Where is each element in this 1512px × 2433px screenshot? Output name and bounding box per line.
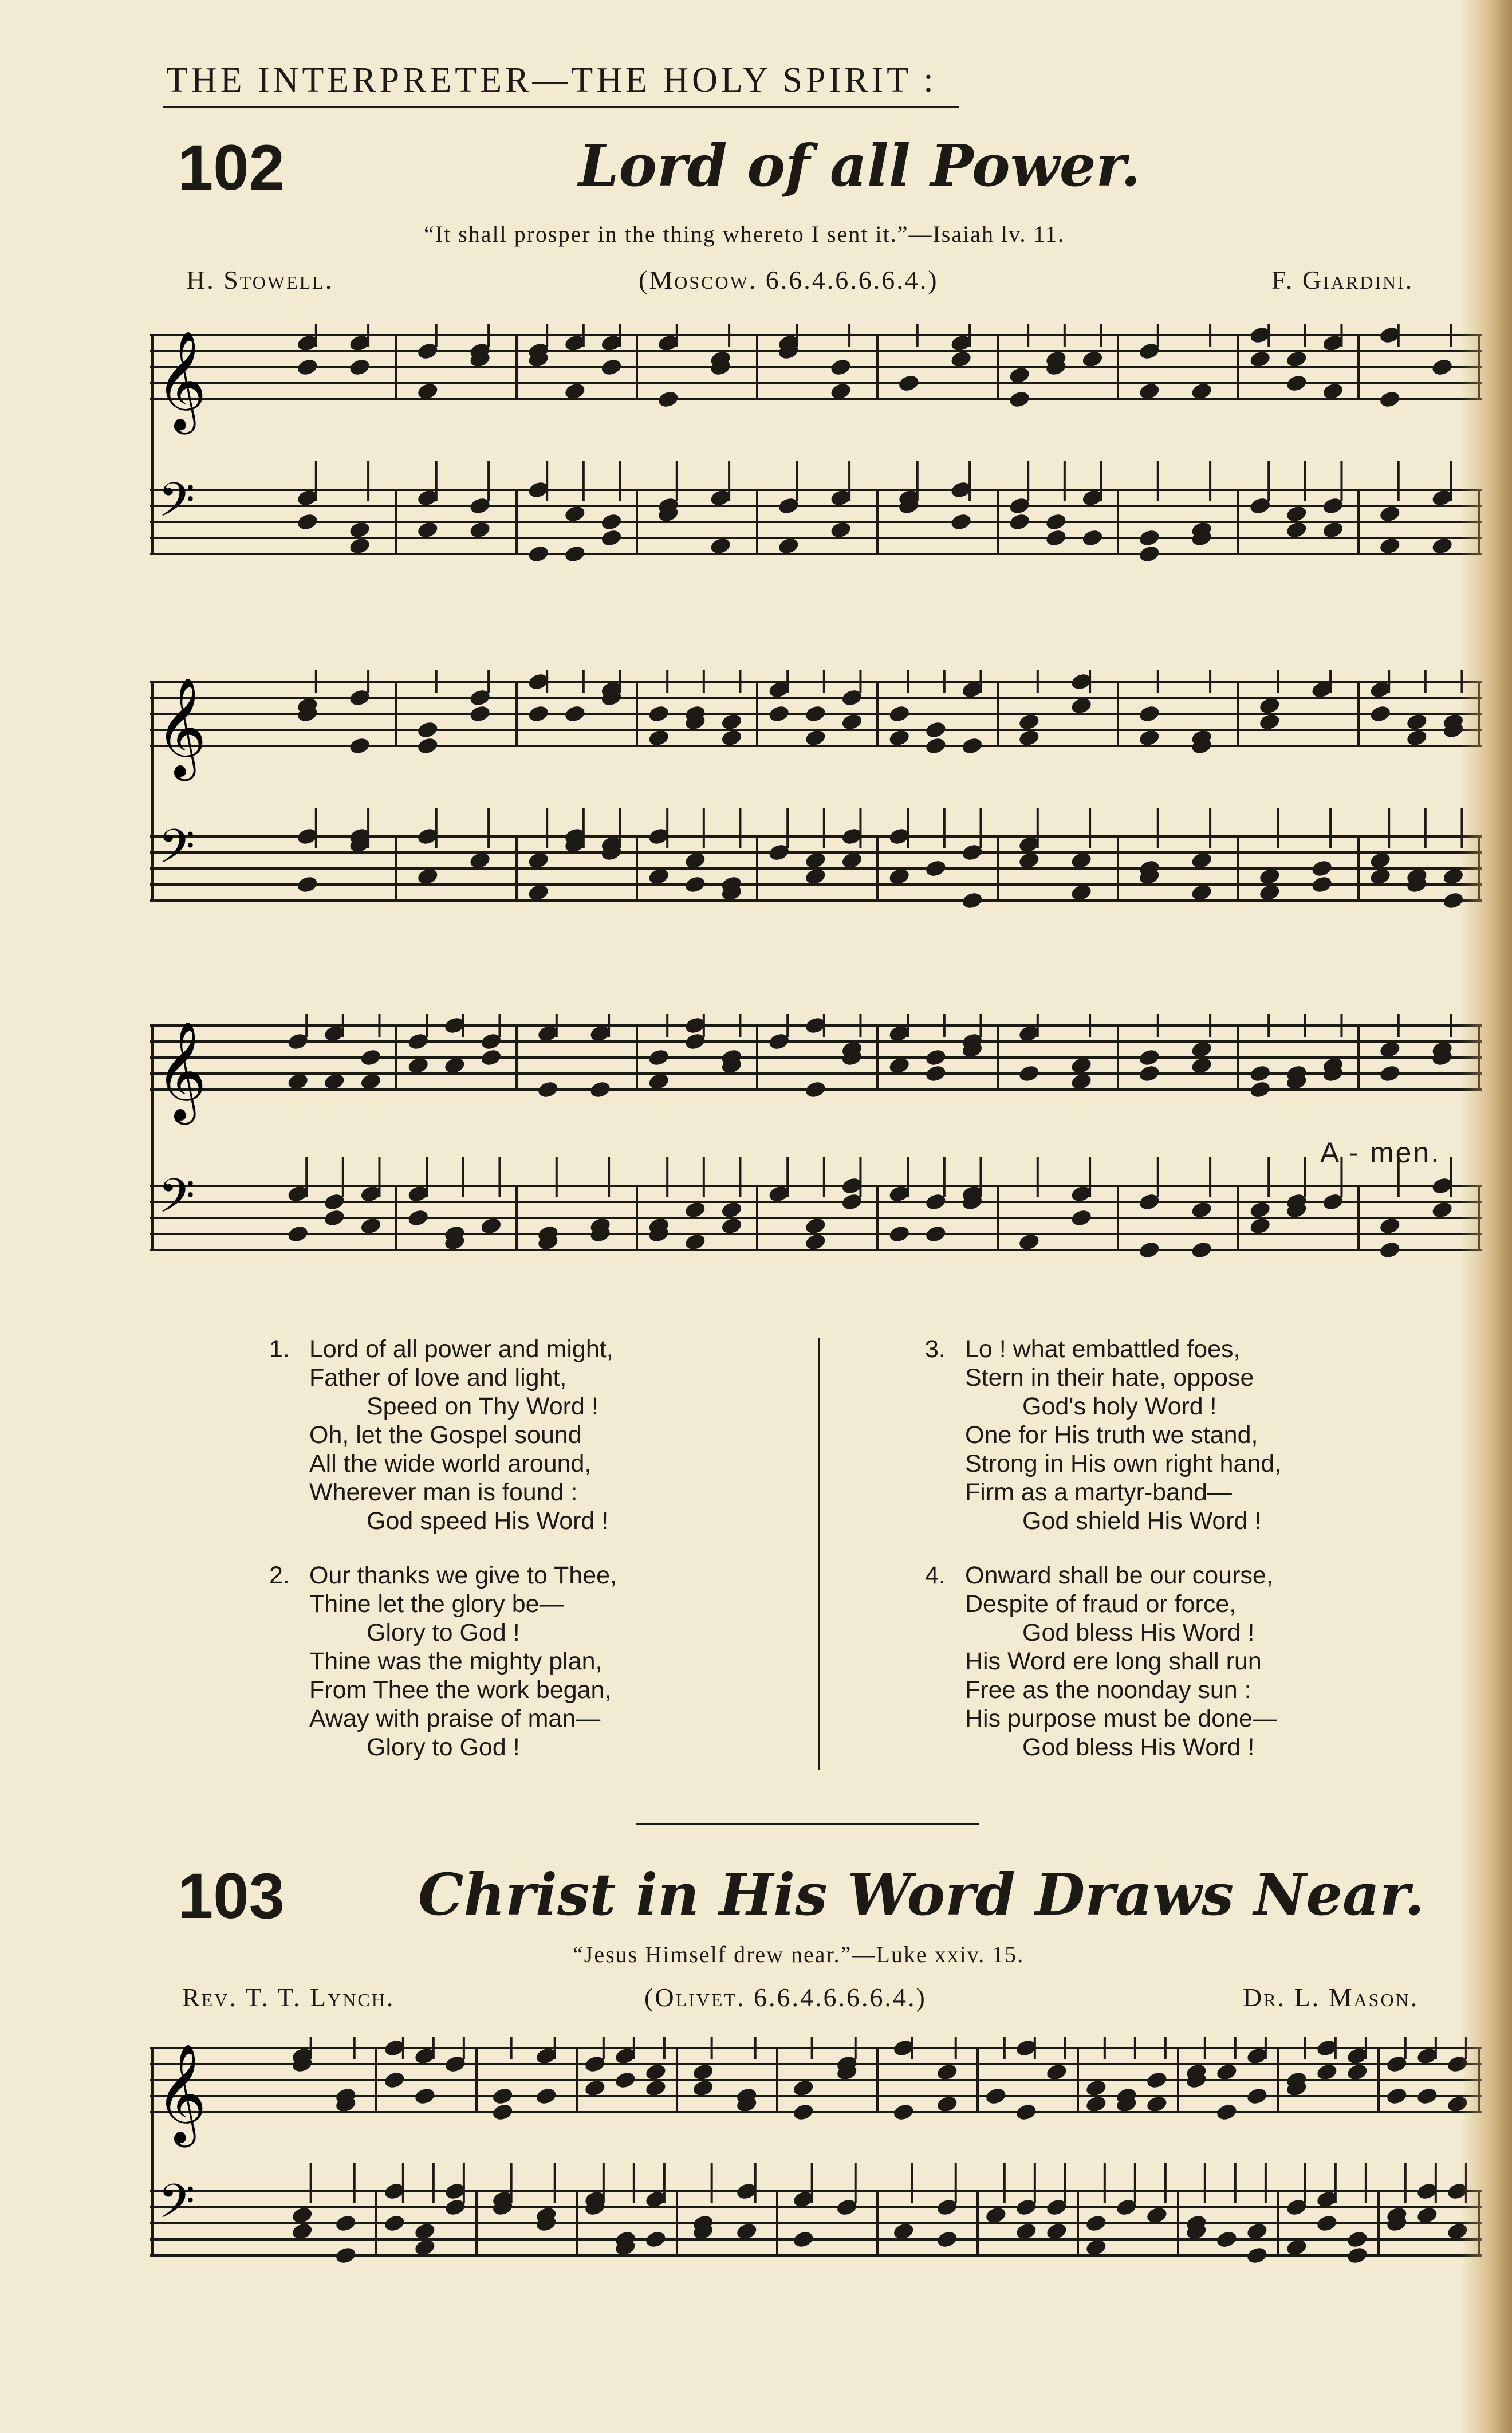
note-head xyxy=(960,891,983,910)
hymn-tune-102: (Moscow. 6.6.4.6.6.6.4.) xyxy=(639,265,939,294)
note-head xyxy=(479,1216,502,1236)
verse-line: Oh, let the Gospel sound xyxy=(309,1421,582,1449)
note-head xyxy=(792,2102,815,2122)
verse-2 xyxy=(269,1561,617,1762)
note-head xyxy=(1018,851,1041,870)
note-head xyxy=(614,2070,637,2090)
note-head xyxy=(414,2222,436,2241)
note-head xyxy=(684,1200,707,1220)
note-head xyxy=(1285,504,1308,524)
hymn-title-103: Christ in His Word Draws Near. xyxy=(418,1861,1425,1928)
treble-clef: 𝄞 xyxy=(156,1021,207,1121)
note-head xyxy=(804,728,827,748)
note-head xyxy=(359,1216,382,1236)
note-head xyxy=(1246,2086,1269,2106)
note-head xyxy=(1070,1056,1093,1075)
note-head xyxy=(1008,390,1031,409)
note-head xyxy=(1145,2070,1168,2090)
note-head xyxy=(1249,1080,1271,1099)
note-head xyxy=(589,1080,612,1099)
note-head xyxy=(1431,1200,1454,1220)
note-head xyxy=(416,867,439,886)
note-head xyxy=(1018,712,1041,732)
note-head xyxy=(291,2206,314,2225)
note-head xyxy=(416,736,439,756)
note-head xyxy=(924,859,947,878)
verse-line: Firm as a martyr-band— xyxy=(965,1479,1232,1506)
note-head xyxy=(647,867,670,886)
bass-clef: 𝄢 xyxy=(158,819,195,886)
hymn-composer-102: F. Giardini. xyxy=(1271,265,1414,294)
note-head xyxy=(323,1072,346,1091)
note-head xyxy=(1070,1072,1093,1091)
note-head xyxy=(720,728,743,748)
note-head xyxy=(936,2230,959,2249)
verse-number: 4. xyxy=(925,1562,946,1589)
note-head xyxy=(1215,2102,1238,2122)
note-head xyxy=(1310,875,1333,894)
verse-line: God bless His Word ! xyxy=(1022,1619,1255,1646)
note-head xyxy=(1190,1040,1213,1059)
note-head xyxy=(1431,357,1454,377)
hymn-composer-103: Dr. L. Mason. xyxy=(1243,1983,1419,2012)
verse-number: 2. xyxy=(269,1562,290,1589)
bass-clef: 𝄢 xyxy=(158,1168,195,1235)
note-head xyxy=(1015,2102,1038,2122)
note-head xyxy=(1190,883,1213,902)
note-head xyxy=(888,1056,911,1075)
note-head xyxy=(564,704,586,724)
note-head xyxy=(1258,867,1281,886)
note-head xyxy=(407,1208,430,1228)
note-head xyxy=(1008,512,1031,532)
note-head xyxy=(323,1208,346,1228)
note-head xyxy=(897,374,920,393)
note-head xyxy=(443,1056,466,1075)
note-head xyxy=(657,390,680,409)
music-system-102-2 xyxy=(150,665,1485,951)
verse-line: Wherever man is found : xyxy=(309,1479,578,1506)
note-head xyxy=(684,875,707,894)
note-head xyxy=(829,357,852,377)
note-head xyxy=(348,520,371,540)
verse-line: God's holy Word ! xyxy=(1022,1393,1217,1420)
note-head xyxy=(348,736,371,756)
note-head xyxy=(720,1216,743,1236)
music-system-103-1 xyxy=(150,2031,1485,2300)
note-head xyxy=(1285,374,1308,393)
verse-line: Free as the noonday sun : xyxy=(965,1676,1251,1704)
note-head xyxy=(491,2102,514,2122)
note-head xyxy=(1369,867,1392,886)
note-head xyxy=(1316,2062,1338,2082)
note-head xyxy=(1085,2094,1108,2114)
hymn-author-102: H. Stowell. xyxy=(186,265,334,294)
note-head xyxy=(1258,712,1281,732)
note-head xyxy=(840,851,863,870)
note-head xyxy=(564,544,586,564)
bass-clef: 𝄢 xyxy=(158,472,195,539)
note-head xyxy=(960,736,983,756)
note-head xyxy=(1285,520,1308,540)
note-head xyxy=(334,2214,357,2233)
note-head xyxy=(564,382,586,401)
note-head xyxy=(527,704,550,724)
note-head xyxy=(1416,2206,1439,2225)
verse-column-divider xyxy=(818,1338,820,1770)
note-head xyxy=(767,704,790,724)
note-head xyxy=(647,1072,670,1091)
note-head xyxy=(1190,1240,1213,1260)
note-head xyxy=(829,520,852,540)
note-head xyxy=(1070,696,1093,716)
note-head xyxy=(1145,2094,1168,2114)
verse-line: All the wide world around, xyxy=(309,1450,592,1477)
note-head xyxy=(1285,2238,1308,2257)
verse-line: Thine let the glory be— xyxy=(309,1590,564,1618)
hymn-epigraph-102: “It shall prosper in the thing whereto I sent it.”—Isaiah lv. 11. xyxy=(424,221,1065,247)
note-head xyxy=(644,2078,667,2098)
note-head xyxy=(1085,2078,1108,2098)
note-head xyxy=(1369,704,1392,724)
note-head xyxy=(1405,728,1428,748)
note-head xyxy=(527,851,550,870)
note-head xyxy=(383,2214,406,2233)
note-head xyxy=(1190,382,1213,401)
note-head xyxy=(1405,712,1428,732)
note-head xyxy=(720,712,743,732)
note-head xyxy=(1085,2238,1108,2257)
note-head xyxy=(644,2062,667,2082)
verse-line: His Word ere long shall run xyxy=(965,1648,1262,1675)
note-head xyxy=(1246,2246,1269,2265)
note-head xyxy=(1018,728,1041,748)
note-head xyxy=(1385,2086,1408,2106)
note-head xyxy=(286,1224,309,1244)
bass-clef: 𝄢 xyxy=(158,2173,195,2241)
note-head xyxy=(647,728,670,748)
note-head xyxy=(1215,2230,1238,2249)
note-head xyxy=(720,1200,743,1220)
note-head xyxy=(1258,696,1281,716)
note-head xyxy=(1249,1216,1271,1236)
note-head xyxy=(936,2094,959,2114)
note-head xyxy=(1379,1064,1401,1083)
note-head xyxy=(792,2230,815,2249)
note-head xyxy=(950,512,972,532)
note-head xyxy=(383,2070,406,2090)
note-head xyxy=(888,1224,911,1244)
note-head xyxy=(692,2078,715,2098)
note-head xyxy=(950,349,972,369)
note-head xyxy=(468,851,491,870)
note-head xyxy=(1379,1040,1401,1059)
verse-1 xyxy=(269,1335,613,1535)
note-head xyxy=(924,720,947,740)
note-head xyxy=(1416,2086,1439,2106)
note-head xyxy=(1379,536,1401,556)
note-head xyxy=(1316,2214,1338,2233)
note-head xyxy=(1045,512,1068,532)
verse-line: Stern in their hate, oppose xyxy=(965,1364,1254,1392)
note-head xyxy=(468,704,491,724)
note-head xyxy=(291,2222,314,2241)
note-head xyxy=(1346,2062,1369,2082)
verse-4 xyxy=(925,1561,1277,1762)
verse-line: Strong in His own right hand, xyxy=(965,1450,1282,1477)
note-head xyxy=(1379,504,1401,524)
note-head xyxy=(1045,2222,1068,2241)
hymn-number-102: 102 xyxy=(178,132,285,203)
page-edge-shadow xyxy=(1460,0,1512,2433)
verse-line: One for His truth we stand, xyxy=(965,1421,1258,1449)
verse-line: God shield His Word ! xyxy=(1022,1507,1262,1535)
note-head xyxy=(924,1048,947,1067)
hymn-epigraph-103: “Jesus Himself drew near.”—Luke xxiv. 15. xyxy=(573,1941,1025,1967)
hymn-number-103: 103 xyxy=(178,1860,285,1932)
hymn-author-103: Rev. T. T. Lynch. xyxy=(182,1983,395,2012)
hymn-tune-103: (Olivet. 6.6.4.6.6.6.4.) xyxy=(644,1983,927,2012)
note-head xyxy=(1138,544,1161,564)
note-head xyxy=(924,736,947,756)
note-head xyxy=(692,2062,715,2082)
note-head xyxy=(286,1072,309,1091)
note-head xyxy=(1081,528,1104,548)
note-head xyxy=(1070,851,1093,870)
note-head xyxy=(1246,2222,1269,2241)
note-head xyxy=(407,1056,430,1075)
note-head xyxy=(924,1224,947,1244)
note-head xyxy=(1258,883,1281,902)
note-head xyxy=(296,357,319,377)
note-head xyxy=(1285,349,1308,369)
bass-staff xyxy=(150,490,1482,554)
note-head xyxy=(888,728,911,748)
note-head xyxy=(584,2078,607,2098)
verse-line: Onward shall be our course, xyxy=(965,1562,1273,1589)
verse-3 xyxy=(925,1335,1282,1535)
note-head xyxy=(804,1080,827,1099)
note-head xyxy=(600,357,623,377)
note-head xyxy=(709,536,732,556)
verse-line: Father of love and light, xyxy=(309,1364,567,1392)
note-head xyxy=(804,851,827,870)
verse-line: Speed on Thy Word ! xyxy=(367,1393,598,1420)
treble-clef: 𝄞 xyxy=(156,2043,207,2143)
note-head xyxy=(804,704,827,724)
treble-staff xyxy=(150,335,1482,399)
note-head xyxy=(840,712,863,732)
bass-staff xyxy=(150,836,1482,901)
note-head xyxy=(1085,2214,1108,2233)
note-head xyxy=(1138,382,1161,401)
verse-line: Glory to God ! xyxy=(367,1734,520,1761)
note-head xyxy=(777,536,800,556)
verse-line: Despite of fraud or force, xyxy=(965,1590,1237,1618)
note-head xyxy=(804,867,827,886)
note-head xyxy=(1249,1064,1271,1083)
verse-line: God speed His Word ! xyxy=(367,1507,609,1535)
note-head xyxy=(1369,851,1392,870)
treble-clef: 𝄞 xyxy=(156,677,207,777)
note-head xyxy=(535,2086,558,2106)
note-head xyxy=(1249,349,1271,369)
note-head xyxy=(1190,1200,1213,1220)
verse-number: 1. xyxy=(269,1335,290,1363)
verse-line: Thine was the mighty plan, xyxy=(309,1648,603,1675)
note-head xyxy=(792,2078,815,2098)
note-head xyxy=(644,2230,667,2249)
note-head xyxy=(479,1048,502,1067)
note-head xyxy=(892,2222,915,2241)
verse-line: God bless His Word ! xyxy=(1022,1734,1255,1761)
verse-line: His purpose must be done— xyxy=(965,1705,1277,1732)
note-head xyxy=(892,2102,915,2122)
running-head-rule xyxy=(163,106,959,108)
note-head xyxy=(804,1216,827,1236)
verse-line: Glory to God ! xyxy=(367,1619,520,1646)
note-head xyxy=(1018,1232,1041,1252)
hymn-title-102: Lord of all Power. xyxy=(578,132,1141,199)
note-head xyxy=(684,851,707,870)
verse-line: Lord of all power and might, xyxy=(309,1335,613,1363)
verse-line: From Thee the work began, xyxy=(309,1676,612,1704)
note-head xyxy=(647,1048,670,1067)
note-head xyxy=(416,720,439,740)
note-head xyxy=(1138,528,1161,548)
note-head xyxy=(1070,1208,1093,1228)
note-head xyxy=(600,512,623,532)
note-head xyxy=(936,2062,959,2082)
note-head xyxy=(296,875,319,894)
note-head xyxy=(1045,528,1068,548)
note-head xyxy=(1321,382,1344,401)
note-head xyxy=(416,382,439,401)
note-head xyxy=(1138,1064,1161,1083)
treble-staff xyxy=(150,1025,1482,1090)
note-head xyxy=(537,1080,560,1099)
note-head xyxy=(829,382,852,401)
note-head xyxy=(468,520,491,540)
note-head xyxy=(1138,704,1161,724)
note-head xyxy=(1138,1048,1161,1067)
running-head: THE INTERPRETER—THE HOLY SPIRIT : xyxy=(166,61,937,100)
note-head xyxy=(888,704,911,724)
note-head xyxy=(1431,536,1454,556)
note-head xyxy=(334,2246,357,2265)
music-system-102-3 xyxy=(150,1008,1485,1295)
note-head xyxy=(600,528,623,548)
note-head xyxy=(924,1064,947,1083)
note-head xyxy=(414,2238,436,2257)
note-head xyxy=(1008,365,1031,385)
note-head xyxy=(1379,1216,1401,1236)
note-head xyxy=(1346,2230,1369,2249)
verse-line: Our thanks we give to Thee, xyxy=(309,1562,617,1589)
note-head xyxy=(1215,2062,1238,2082)
verse-line: Away with praise of man— xyxy=(309,1705,601,1732)
hymn-separator xyxy=(636,1823,979,1825)
note-head xyxy=(1015,2222,1038,2241)
note-head xyxy=(527,544,550,564)
note-head xyxy=(1249,1200,1271,1220)
verse-line: Lo ! what embattled foes, xyxy=(965,1335,1241,1363)
note-head xyxy=(359,1072,382,1091)
note-head xyxy=(1379,1240,1401,1260)
note-head xyxy=(684,1232,707,1252)
note-head xyxy=(804,1232,827,1252)
note-head xyxy=(296,512,319,532)
note-head xyxy=(1070,883,1093,902)
note-head xyxy=(735,2222,758,2241)
note-head xyxy=(348,536,371,556)
verse-number: 3. xyxy=(925,1335,946,1363)
amen-text: A - men. xyxy=(1320,1137,1441,1169)
note-head xyxy=(359,1048,382,1067)
note-head xyxy=(348,357,371,377)
note-head xyxy=(491,2086,514,2106)
note-head xyxy=(888,867,911,886)
note-head xyxy=(647,704,670,724)
note-head xyxy=(1018,1064,1041,1083)
note-head xyxy=(1379,390,1401,409)
note-head xyxy=(985,2206,1007,2225)
note-head xyxy=(527,883,550,902)
note-head xyxy=(1145,2206,1168,2225)
music-system-102-1 xyxy=(150,318,1485,604)
treble-clef: 𝄞 xyxy=(156,331,207,430)
note-head xyxy=(414,2086,436,2106)
note-head xyxy=(416,520,439,540)
note-head xyxy=(1190,1056,1213,1075)
note-head xyxy=(1081,349,1104,369)
note-head xyxy=(1138,728,1161,748)
note-head xyxy=(1310,859,1333,878)
note-head xyxy=(1321,520,1344,540)
note-head xyxy=(985,2086,1007,2106)
note-head xyxy=(1190,851,1213,870)
note-head xyxy=(564,504,586,524)
note-head xyxy=(1138,1240,1161,1260)
note-head xyxy=(1346,2246,1369,2265)
note-head xyxy=(1045,2062,1068,2082)
